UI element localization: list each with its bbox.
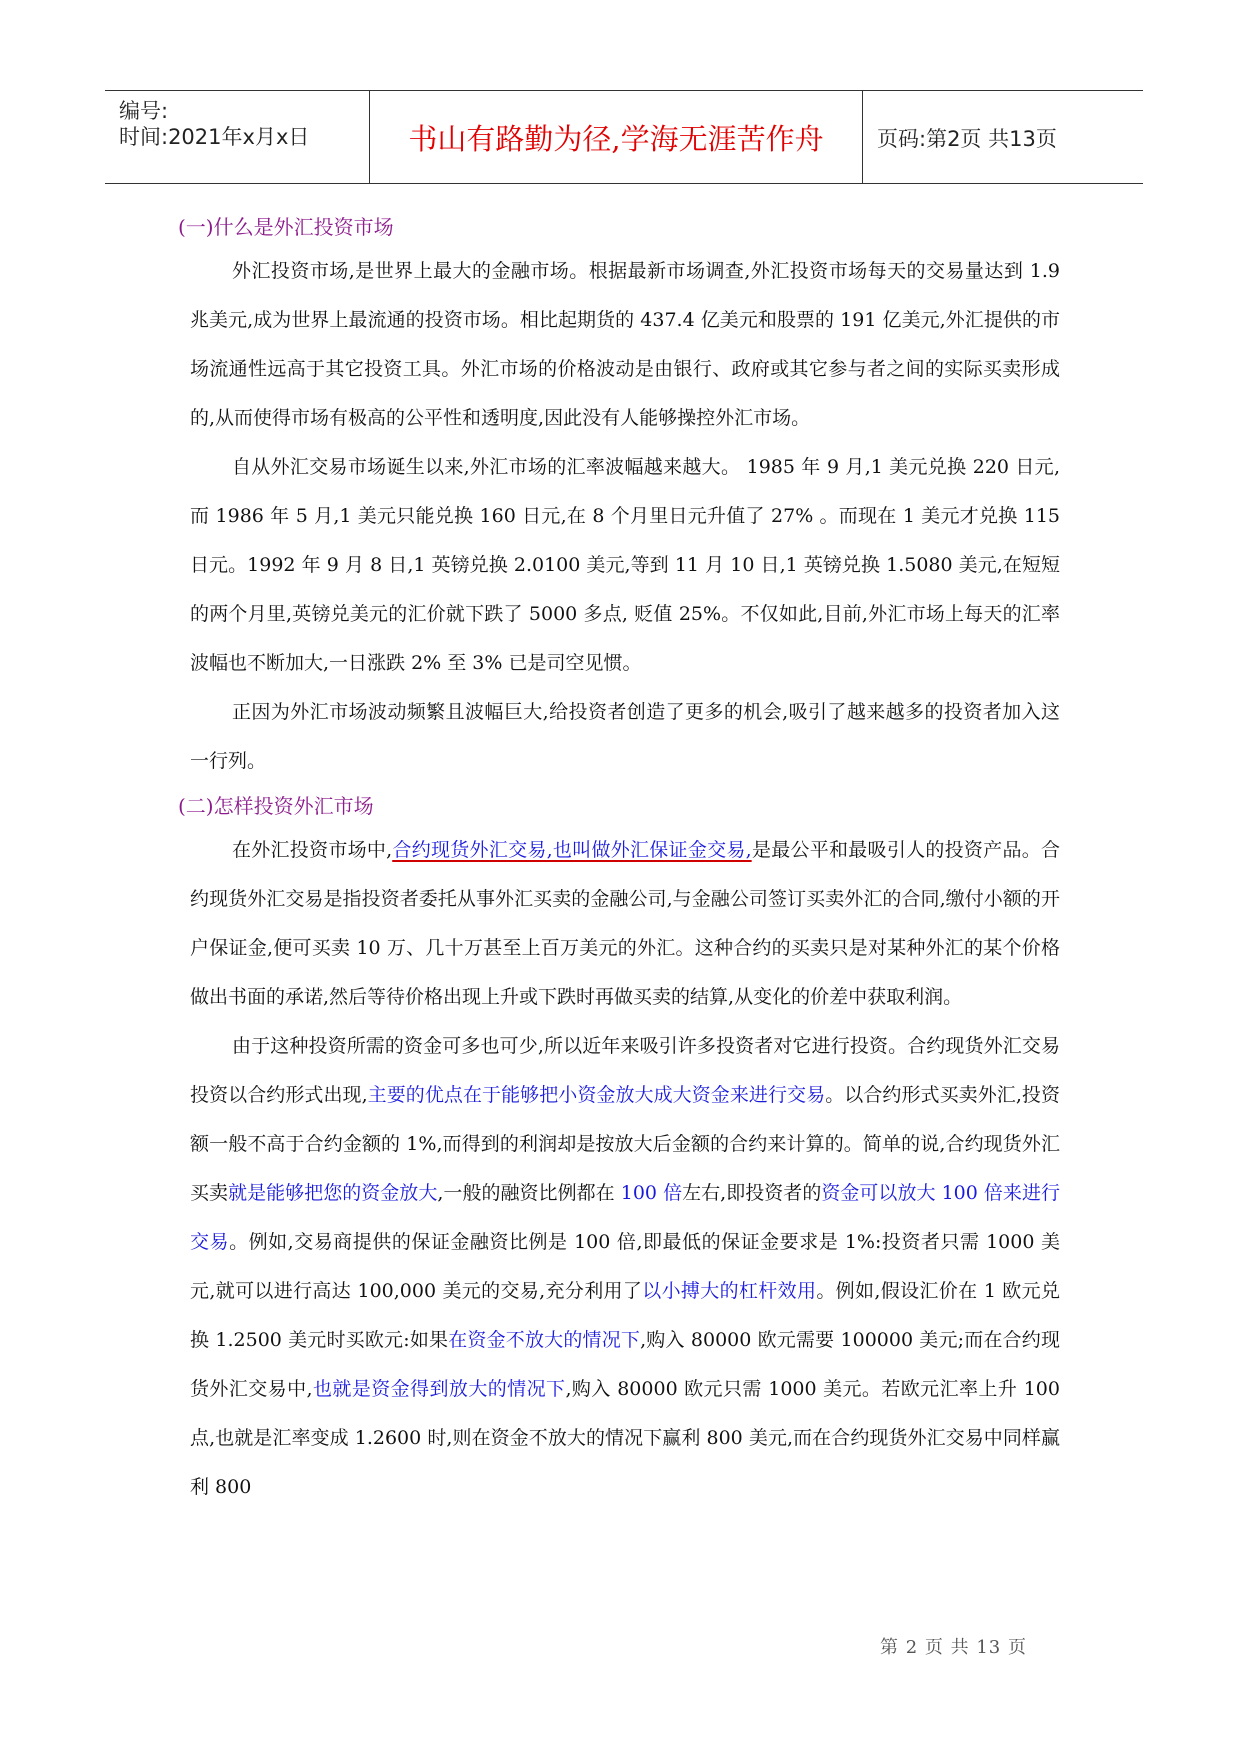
header-motto: 书山有路勤为径,学海无涯苦作舟: [408, 122, 824, 156]
highlighted-text: 以小搏大的杠杆效用: [642, 1280, 817, 1302]
highlighted-text: 也就是资金得到放大的情况下: [312, 1378, 566, 1400]
document-number-label: 编号:: [119, 99, 169, 123]
paragraph-text: 。例如,假设汇价在 1 欧元兑换 1.2500 美元时买欧元:如果: [190, 1280, 1060, 1351]
paragraph-text: ,购入 80000 欧元需要 100000 美元;而在合约现货外汇交易中,: [190, 1329, 1060, 1400]
document-time-label: 时间:2021年x月x日: [119, 125, 310, 149]
section-heading: (二)怎样投资外汇市场: [178, 794, 374, 818]
highlighted-text: 在资金不放大的情况下: [448, 1329, 641, 1351]
paragraph-text: 由于这种投资所需的资金可多也可少,所以近年来吸引许多投资者对它进行投资。合约现货外汇交易投资以合约形式出现,: [190, 1035, 1060, 1106]
underlined-text: 合约现货外汇交易,也叫做外汇保证金交易,: [392, 839, 752, 861]
highlighted-text: 100 倍: [614, 1182, 683, 1204]
body-paragraph: [190, 688, 1060, 786]
paragraph-text: 正因为外汇市场波动频繁且波幅巨大,给投资者创造了更多的机会,吸引了越来越多的投资者加入这一行列。: [190, 701, 1060, 772]
paragraph-text: 是最公平和最吸引人的投资产品。合约现货外汇交易是指投资者委托从事外汇买卖的金融公司,与金融公司签订买卖外汇的合同,缴付小额的开户保证金,便可买卖 10 万、几十万甚至上百万美元的外汇。这种合约的买卖只是对某种外汇的某个价格做出书面的承诺,然后等待价格出现上升或下跌时再做买卖的结算,从变化的价差中获取利润。: [190, 839, 1060, 1008]
paragraph-text: 自从外汇交易市场诞生以来,外汇市场的汇率波幅越来越大。 1985 年 9 月,1 美元兑换 220 日元,而 1986 年 5 月,1 美元只能兑换 160 日元,在 8 个月里日元升值了 27% 。而现在 1 美元才兑换 115 日元。1992 年 9 月 8 日,1 英镑兑换 2.0100 美元,等到 11 月 10 日,1 英镑兑换 1.5080 美元,在短短的两个月里,英镑兑美元的汇价就下跌了 5000 多点, 贬值 25%。不仅如此,目前,外汇市场上每天的汇率波幅也不断加大,一日涨跌 2% 至 3% 已是司空见惯。: [190, 456, 1060, 674]
header-page-number: 页码:第2页 共13页: [877, 127, 1057, 151]
body-paragraph: [190, 247, 1060, 443]
header-page-cell: [863, 91, 1143, 183]
paragraph-text: 左右,即投资者的: [682, 1182, 822, 1204]
header-motto-cell: [370, 91, 863, 183]
paragraph-text: ,购入 80000 欧元只需 1000 美元。若欧元汇率上升 100 点,也就是汇率变成 1.2600 时,则在资金不放大的情况下赢利 800 美元,而在合约现货外汇交易中同样赢利 800: [190, 1378, 1060, 1498]
paragraph-text: 外汇投资市场,是世界上最大的金融市场。根据最新市场调查,外汇投资市场每天的交易量达到 1.9 兆美元,成为世界上最流通的投资市场。相比起期货的 437.4 亿美元和股票的 191 亿美元,外汇提供的市场流通性远高于其它投资工具。外汇市场的价格波动是由银行、政府或其它参与者之间的实际买卖形成的,从而使得市场有极高的公平性和透明度,因此没有人能够操控外汇市场。: [190, 260, 1060, 429]
section-heading: (一)什么是外汇投资市场: [178, 215, 394, 239]
highlighted-text: 主要的优点在于能够把小资金放大成大资金来进行交易: [367, 1084, 826, 1106]
body-paragraph: [190, 826, 1060, 1022]
paragraph-text: 。例如,交易商提供的保证金融资比例是 100 倍,即最低的保证金要求是 1%:投资者只需 1000 美元,就可以进行高达 100,000 美元的交易,充分利用了: [190, 1231, 1060, 1302]
highlighted-text: 就是能够把您的资金放大: [228, 1182, 438, 1204]
paragraph-text: 在外汇投资市场中,: [232, 839, 393, 861]
body-paragraph: [190, 1022, 1060, 1512]
document-header: [105, 90, 1143, 184]
page-footer: 第 2 页 共 13 页: [880, 1637, 1027, 1658]
header-meta-cell: [105, 91, 370, 183]
body-paragraph: [190, 443, 1060, 688]
highlighted-text: 资金可以放大 100 倍来进行交易: [190, 1182, 1060, 1253]
paragraph-text: 。以合约形式买卖外汇,投资额一般不高于合约金额的 1%,而得到的利润却是按放大后金额的合约来计算的。简单的说,合约现货外汇买卖: [190, 1084, 1060, 1204]
document-body: [178, 207, 1060, 1512]
paragraph-text: ,一般的融资比例都在: [437, 1182, 615, 1204]
